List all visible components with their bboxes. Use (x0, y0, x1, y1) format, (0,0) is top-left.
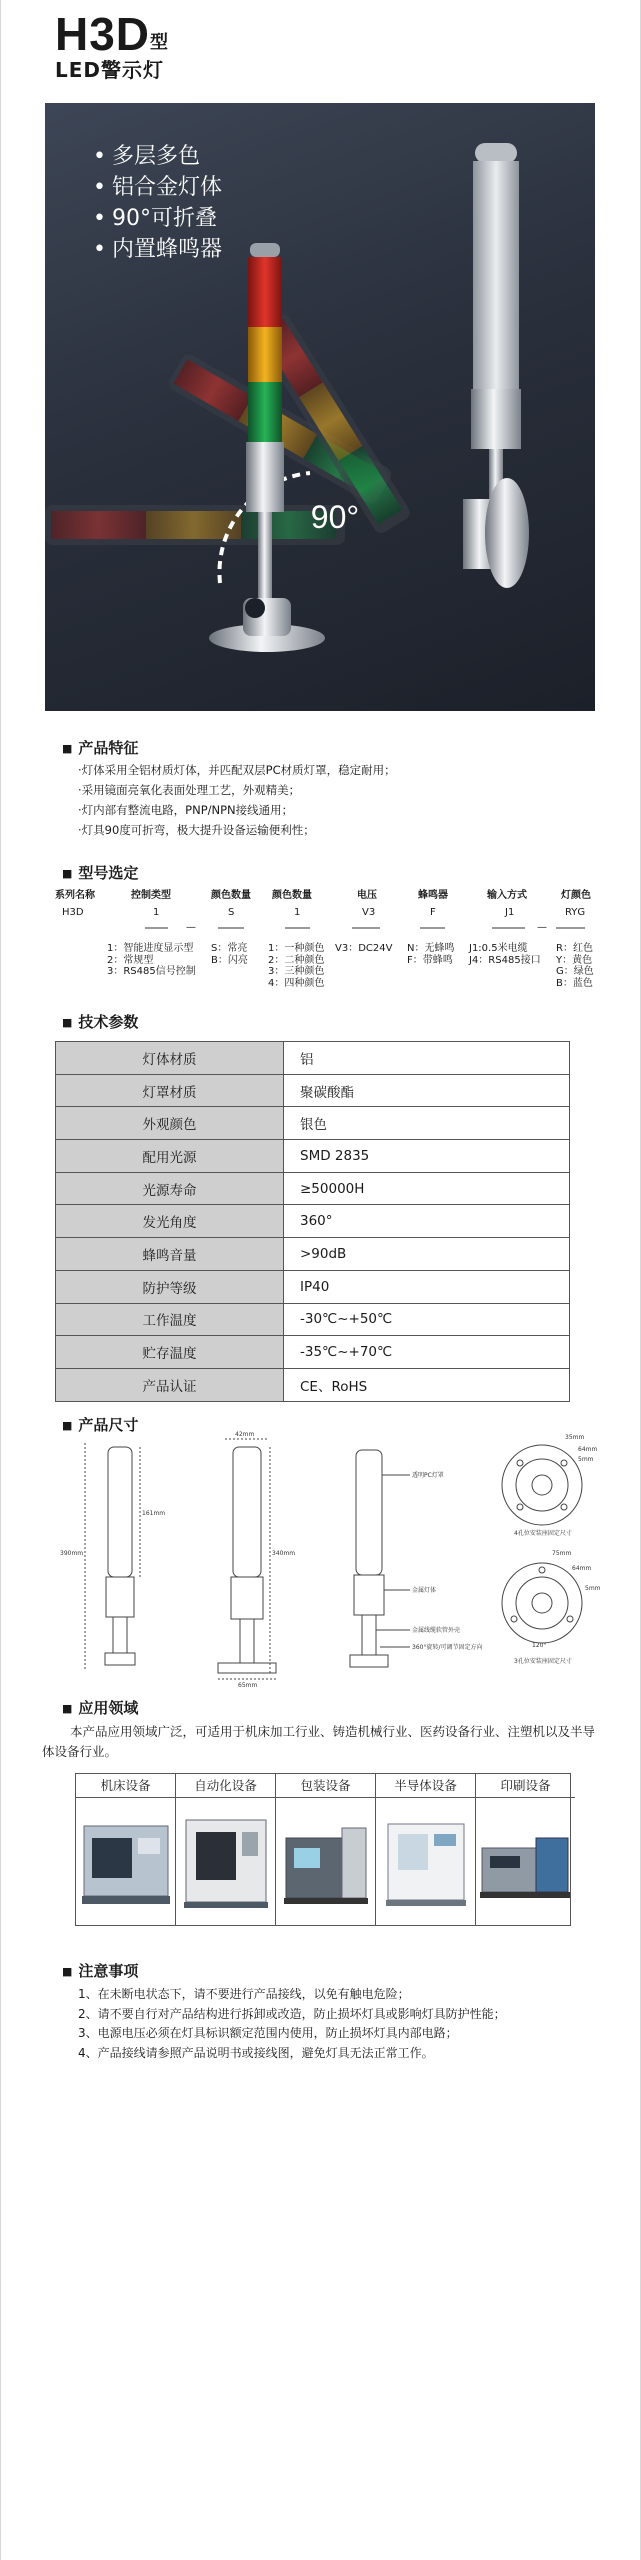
title-main: H3D (55, 8, 151, 60)
dim-label: 64mm (578, 1446, 598, 1453)
dim-caption: 3孔位安装座固定尺寸 (514, 1658, 572, 1665)
note-item: 4、产品接线请参照产品说明书或接线图，避免灯具无法正常工作。 (78, 2045, 434, 2060)
application-item (176, 1774, 276, 1925)
model-header-light-color: 灯颜色 (561, 890, 591, 901)
dim-label: 金属灯体 (412, 1587, 437, 1594)
dimension-drawing-base-3-hole (502, 1563, 582, 1643)
dim-label: 390mm (60, 1550, 84, 1557)
spec-value: 360° (284, 1205, 570, 1238)
model-code-dash-2: — (537, 922, 547, 933)
automation-equipment-image (176, 1798, 275, 1930)
dim-label: 75mm (552, 1550, 572, 1557)
table-row (56, 1172, 570, 1205)
model-option: J4：RS485接口 (469, 954, 541, 966)
spec-table (55, 1041, 570, 1402)
model-header-control: 控制类型 (131, 890, 171, 901)
feature-item: ·灯内部有整流电路，PNP/NPN接线通用； (78, 803, 294, 817)
title-suffix: 型 (150, 32, 170, 52)
dim-label: 161mm (142, 1510, 166, 1517)
spec-key: 外观颜色 (56, 1107, 284, 1140)
dimension-drawing-front (85, 1443, 140, 1669)
model-input-options (469, 943, 541, 966)
dim-label: 35mm (565, 1434, 585, 1441)
feature-item: ·灯体采用全铝材质灯体，并匹配双层PC材质灯罩，稳定耐用； (78, 763, 396, 777)
model-header-buzzer: 蜂鸣器 (418, 890, 448, 901)
packaging-equipment-image (276, 1798, 375, 1930)
spec-value: -30℃~+50℃ (284, 1303, 570, 1336)
spec-key: 防护等级 (56, 1270, 284, 1303)
model-light-color-options (556, 943, 594, 989)
spec-key: 灯体材质 (56, 1042, 284, 1075)
spec-value: 聚碳酸酯 (284, 1074, 570, 1107)
application-label: 自动化设备 (176, 1774, 275, 1798)
model-option: 2：常规型 (107, 954, 154, 966)
spec-value: CE、RoHS (284, 1368, 570, 1401)
application-heading: ■ 应用领域 (62, 1697, 138, 1718)
application-item (76, 1774, 176, 1925)
notes-heading: ■ 注意事项 (62, 1960, 138, 1981)
spec-key: 产品认证 (56, 1368, 284, 1401)
application-label: 印刷设备 (476, 1774, 575, 1798)
dimension-drawing-exploded (350, 1450, 410, 1667)
spec-value: IP40 (284, 1270, 570, 1303)
hero-bullets (93, 141, 222, 265)
model-color-count-options (268, 943, 324, 989)
dim-caption: 4孔位安装座固定尺寸 (514, 1530, 572, 1537)
features-heading: ■ 产品特征 (62, 737, 138, 758)
note-item: 2、请不要自行对产品结构进行拆卸或改造，防止损坏灯具或影响灯具防护性能； (78, 2006, 506, 2021)
model-header-flash: 颜色数量 (211, 890, 251, 901)
model-code-dash: — (186, 922, 196, 933)
model-header-voltage: 电压 (357, 890, 377, 901)
dimension-drawing-side (218, 1439, 276, 1679)
note-item: 3、电源电压必须在灯具标识额定范围内使用，防止损坏灯具内部电路； (78, 2026, 458, 2040)
model-option: 4：四种颜色 (268, 977, 325, 989)
spec-value: >90dB (284, 1238, 570, 1271)
table-row (56, 1107, 570, 1140)
dim-label: 5mm (578, 1456, 594, 1463)
model-option: R：红色 (556, 943, 593, 954)
model-control-options (107, 943, 196, 978)
model-code-light-color: RYG (565, 907, 586, 918)
spec-key: 光源寿命 (56, 1172, 284, 1205)
model-code-voltage: V3 (362, 907, 376, 918)
model-code-control: 1 (153, 907, 160, 918)
model-code-series: H3D (62, 907, 84, 918)
model-header-series: 系列名称 (55, 890, 95, 901)
model-heading: ■ 型号选定 (62, 862, 138, 883)
model-option: S：常亮 (211, 943, 248, 954)
dimension-drawings (0, 1425, 641, 1689)
table-row (56, 1336, 570, 1369)
dim-label: 120° (532, 1642, 547, 1649)
spec-key: 配用光源 (56, 1140, 284, 1173)
application-item (376, 1774, 476, 1925)
dim-label: 透明PC灯罩 (412, 1472, 444, 1479)
model-voltage-options (335, 943, 392, 955)
table-row (56, 1042, 570, 1075)
angle-label: 90° (310, 499, 360, 535)
note-item: 1、在未断电状态下，请不要进行产品接线，以免有触电危险； (78, 1987, 410, 2001)
dim-label: 340mm (272, 1550, 296, 1557)
application-label: 半导体设备 (376, 1774, 475, 1798)
model-option: 3：三种颜色 (268, 966, 325, 977)
model-buzzer-options (407, 943, 454, 966)
hero-bullet: • 90°可折叠 (93, 203, 222, 234)
dim-label: 360°旋转/可调节固定方向 (412, 1644, 483, 1651)
model-code-flash: S (228, 907, 235, 918)
model-option: N：无蜂鸣 (407, 943, 455, 954)
model-option: V3：DC24V (335, 943, 393, 954)
table-row (56, 1238, 570, 1271)
model-option: F：带蜂鸣 (407, 954, 453, 966)
table-row (56, 1205, 570, 1238)
spec-value: ≥50000H (284, 1172, 570, 1205)
dim-label: 42mm (235, 1431, 255, 1438)
model-flash-options (211, 943, 248, 966)
hero-bullet: • 内置蜂鸣器 (93, 234, 222, 265)
printing-equipment-image (476, 1798, 575, 1930)
model-option: 1：智能进度显示型 (107, 943, 194, 954)
table-row (56, 1303, 570, 1336)
dim-label: 65mm (238, 1682, 258, 1689)
model-option: Y：黄色 (556, 954, 593, 966)
features-list (78, 760, 396, 840)
application-label: 机床设备 (76, 1774, 175, 1798)
application-item (476, 1774, 575, 1925)
table-row (56, 1270, 570, 1303)
title-subtitle: LED警示灯 (55, 58, 165, 82)
notes-list (78, 1985, 506, 2063)
spec-key: 发光角度 (56, 1205, 284, 1238)
model-option: B：蓝色 (556, 977, 593, 989)
table-row (56, 1368, 570, 1401)
spec-key: 贮存温度 (56, 1336, 284, 1369)
left-edge (0, 0, 1, 2560)
machine-tool-image (76, 1798, 175, 1930)
spec-key: 灯罩材质 (56, 1074, 284, 1107)
spec-value: SMD 2835 (284, 1140, 570, 1173)
application-description: 本产品应用领域广泛，可适用于机床加工行业、铸造机械行业、医药设备行业、注塑机以及半导体设备行业。 (42, 1724, 596, 1759)
spec-value: 铝 (284, 1042, 570, 1075)
model-code-buzzer: F (430, 907, 436, 918)
spec-key: 工作温度 (56, 1303, 284, 1336)
model-code-color-count: 1 (294, 907, 301, 918)
dimension-drawing-base-4-hole (502, 1445, 582, 1525)
application-label: 包装设备 (276, 1774, 375, 1798)
model-option: 2：二种颜色 (268, 954, 325, 966)
hero-bullet: • 多层多色 (93, 141, 222, 172)
model-header-color-count: 颜色数量 (272, 890, 312, 901)
semiconductor-equipment-image (376, 1798, 475, 1930)
spec-value: 银色 (284, 1107, 570, 1140)
application-gallery (75, 1773, 571, 1926)
feature-item: ·采用镜面亮氧化表面处理工艺，外观精美； (78, 783, 301, 797)
model-option: 3：RS485信号控制 (107, 966, 196, 977)
table-row (56, 1140, 570, 1173)
lamp-ghost-horizontal (45, 505, 345, 545)
dimensions-heading: ■ 产品尺寸 (62, 1414, 138, 1435)
hero-banner (45, 103, 595, 711)
application-item (276, 1774, 376, 1925)
specs-heading: ■ 技术参数 (62, 1011, 138, 1032)
table-row (56, 1074, 570, 1107)
lamp-side-mount (463, 143, 529, 588)
model-option: G：绿色 (556, 966, 594, 977)
model-header-input: 输入方式 (487, 890, 527, 901)
model-option: 1：一种颜色 (268, 943, 325, 954)
dim-label: 64mm (572, 1565, 592, 1572)
model-code-underlines (0, 918, 641, 938)
dim-label: 金属线缆软管外壳 (412, 1627, 461, 1634)
page-title (55, 10, 169, 83)
spec-value: -35℃~+70℃ (284, 1336, 570, 1369)
feature-item: ·灯具90度可折弯，极大提升设备运输便利性； (78, 823, 315, 837)
hero-bullet: • 铝合金灯体 (93, 172, 222, 203)
spec-key: 蜂鸣音量 (56, 1238, 284, 1271)
model-option: J1:0.5米电缆 (469, 943, 528, 954)
dim-label: 5mm (585, 1585, 601, 1592)
model-option: B：闪亮 (211, 954, 248, 966)
model-code-input: J1 (505, 907, 515, 918)
